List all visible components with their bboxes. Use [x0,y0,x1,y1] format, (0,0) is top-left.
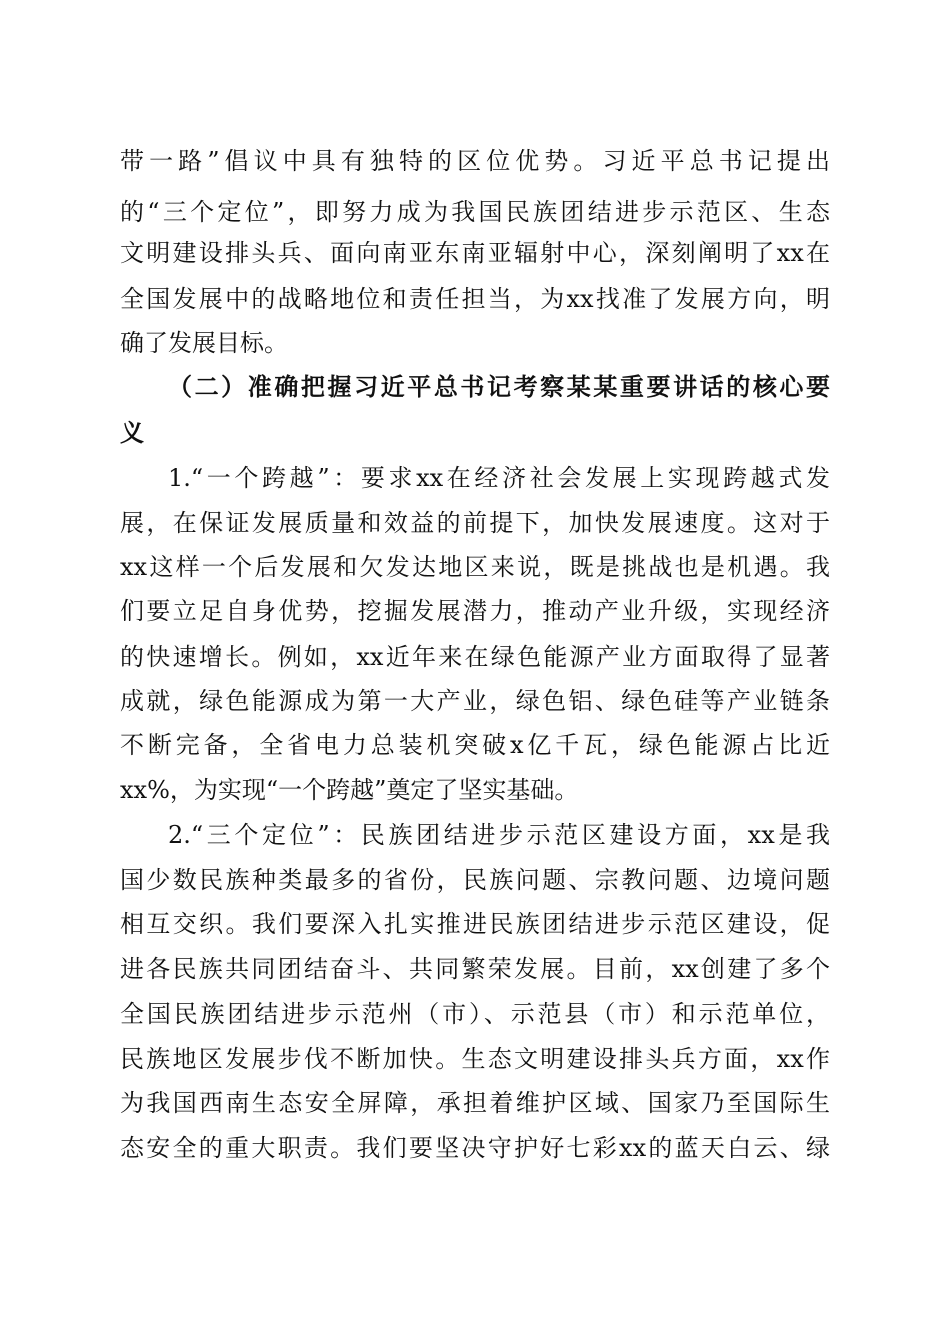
text-line: 1.“一个跨越”：要求xx在经济社会发展上实现跨越式发 [168,464,830,492]
section-heading-continuation: 义 [120,418,144,447]
text-line: 展，在保证发展质量和效益的前提下，加快发展速度。这对于 [120,509,830,537]
text-line: 全国发展中的战略地位和责任担当，为xx找准了发展方向，明 [120,285,830,313]
text-line: 确了发展目标。 [120,329,288,357]
text-line: 不断完备，全省电力总装机突破x亿千瓦，绿色能源占比近 [120,731,830,759]
text-line: 民族地区发展步伐不断加快。生态文明建设排头兵方面，xx作 [120,1045,830,1073]
text-line: 带一路”倡议中具有独特的区位优势。习近平总书记提出 [120,147,830,175]
text-line: 相互交织。我们要深入扎实推进民族团结进步示范区建设，促 [120,910,830,938]
text-line: xx%，为实现“一个跨越”奠定了坚实基础。 [120,776,579,804]
section-heading: （二）准确把握习近平总书记考察某某重要讲话的核心要 [168,372,830,401]
text-line: xx这样一个后发展和欠发达地区来说，既是挑战也是机遇。我 [120,553,830,581]
text-line: 进各民族共同团结奋斗、共同繁荣发展。目前，xx创建了多个 [120,955,830,983]
text-line: 国少数民族种类最多的省份，民族问题、宗教问题、边境问题 [120,866,830,894]
text-line: 们要立足自身优势，挖掘发展潜力，推动产业升级，实现经济 [120,597,830,625]
text-line: 的快速增长。例如，xx近年来在绿色能源产业方面取得了显著 [120,643,830,671]
text-line: 2.“三个定位”：民族团结进步示范区建设方面，xx是我 [168,821,830,849]
text-line: 成就，绿色能源成为第一大产业，绿色铝、绿色硅等产业链条 [120,687,830,715]
text-line: 全国民族团结进步示范州（市）、示范县（市）和示范单位， [120,1000,830,1028]
text-line: 的“三个定位”，即努力成为我国民族团结进步示范区、生态 [120,198,830,226]
text-line: 态安全的重大职责。我们要坚决守护好七彩xx的蓝天白云、绿 [120,1134,830,1162]
text-line: 为我国西南生态安全屏障，承担着维护区域、国家乃至国际生 [120,1089,830,1117]
text-line: 文明建设排头兵、面向南亚东南亚辐射中心，深刻阐明了xx在 [120,239,830,267]
